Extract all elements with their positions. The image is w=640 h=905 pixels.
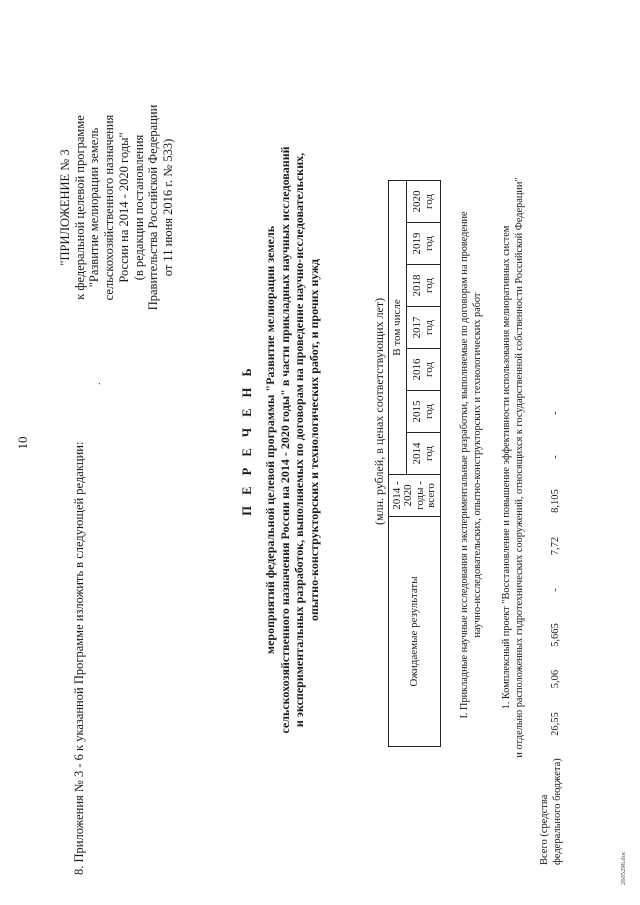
appendix-line: к федеральной целевой программе xyxy=(72,115,87,300)
title-line: опытно-конструкторских и технологических работ, и прочих нужд xyxy=(307,259,322,622)
total-header-line: всего xyxy=(425,483,437,508)
year-header-2014 xyxy=(407,433,441,475)
total-value-2017: 7,72 xyxy=(550,536,561,556)
title-line: мероприятий федеральной целевой программы "Развитие мелиорации земель xyxy=(262,225,277,655)
total-label-line: федерального бюджета) xyxy=(552,758,563,865)
year-unit: год xyxy=(422,403,435,420)
project-heading xyxy=(500,60,526,875)
total-header xyxy=(389,475,441,517)
total-value-2018: 8,105 xyxy=(550,489,561,513)
total-value-2015: 5,665 xyxy=(550,623,561,647)
year-unit: год xyxy=(422,361,435,378)
document-title xyxy=(240,125,322,755)
funding-table-header xyxy=(388,180,441,747)
year-header-2020 xyxy=(407,180,441,222)
project-line: 1. Комплексный проект "Восстановление и повышение эффективности использования мелиоративных систем xyxy=(501,225,512,710)
total-value-all-years: 26,55 xyxy=(550,712,561,736)
page-number: 10 xyxy=(15,436,30,450)
appendix-line: сельскохозяйственного назначения xyxy=(102,114,117,301)
title-line: и экспериментальных разработок, выполняемых по договорам на проведение научно-исследовательских, xyxy=(292,152,307,728)
section-line: I. Прикладные научные исследования и экспериментальные разработки, выполняемые по договорам на проведение xyxy=(459,211,470,719)
section-line: научно-исследовательских, опытно-конструкторских и технологических работ xyxy=(472,292,483,638)
year-label: 2020 xyxy=(411,190,423,213)
year-header-2016 xyxy=(407,349,441,391)
total-row-label xyxy=(538,758,564,865)
year-label: 2017 xyxy=(411,316,423,339)
year-unit: год xyxy=(422,445,435,462)
total-label-line: Всего (средства xyxy=(539,794,550,865)
units-note: (млн. рублей, в ценах соответствующих лет) xyxy=(372,297,386,525)
year-unit: год xyxy=(422,277,435,294)
file-code: 2605296.doc xyxy=(620,851,627,885)
year-label: 2019 xyxy=(411,232,423,255)
total-header-line: 2014 - xyxy=(390,481,403,510)
total-value-2019: - xyxy=(550,455,561,459)
year-header-2015 xyxy=(407,391,441,433)
appendix-line: от 11 июня 2016 г. № 533) xyxy=(160,138,175,277)
title-heading: П Е Р Е Ч Е Н Ь xyxy=(240,364,254,516)
appendix-line: (в редакции постановления xyxy=(131,134,146,281)
year-unit: год xyxy=(422,319,435,336)
year-header-2017 xyxy=(407,307,441,349)
total-value-2014: 5,06 xyxy=(550,669,561,689)
stray-dot: . xyxy=(92,382,103,385)
total-value-2016: - xyxy=(550,588,561,592)
appendix-header xyxy=(58,30,176,385)
appendix-line: Правительства Российской Федерации xyxy=(146,104,161,311)
year-label: 2016 xyxy=(411,358,423,381)
appendix-line: "ПРИЛОЖЕНИЕ № 3 xyxy=(58,149,72,266)
year-header-2019 xyxy=(407,223,441,265)
title-line: сельскохозяйственного назначения России на 2014 - 2020 годы" в части прикладных научных исследований xyxy=(277,146,292,734)
section-heading xyxy=(458,95,484,835)
total-value-2020: - xyxy=(550,411,561,415)
year-header-2018 xyxy=(407,265,441,307)
project-line: и отдельно расположенных гидротехнических сооружений, относящихся к государственной собственности Российской Федерации" xyxy=(514,177,525,758)
appendix-line: России на 2014 - 2020 годы" xyxy=(116,132,131,283)
year-label: 2014 xyxy=(411,442,423,465)
including-header: В том числе xyxy=(389,180,407,474)
year-label: 2015 xyxy=(411,400,423,423)
intro-paragraph: 8. Приложения № 3 - 6 к указанной Программе изложить в следующей редакции: xyxy=(72,441,86,875)
results-header: Ожидаемые результаты xyxy=(389,517,441,747)
total-header-line: 2020 годы - xyxy=(402,481,426,510)
year-unit: год xyxy=(422,193,435,209)
appendix-line: "Развитие мелиорации земель xyxy=(87,127,102,288)
year-label: 2018 xyxy=(411,274,423,297)
year-unit: год xyxy=(422,235,435,252)
